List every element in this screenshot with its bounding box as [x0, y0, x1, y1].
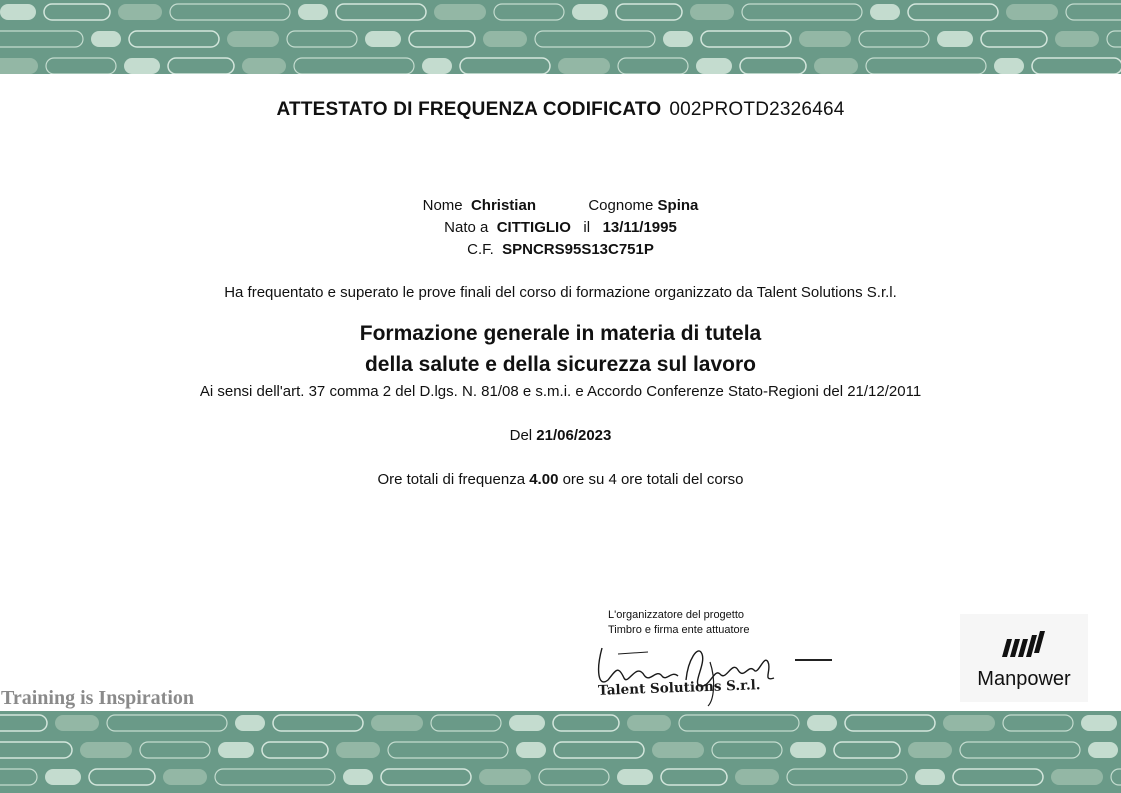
cognome-label: Cognome [588, 197, 654, 214]
pill-pattern [0, 0, 1121, 74]
course-title-line2: della salute e della sicurezza sul lavoro [364, 353, 756, 376]
organizer-line2: Timbro e firma ente attuatore [608, 624, 750, 636]
title-label: ATTESTATO DI FREQUENZA CODIFICATO [276, 99, 662, 120]
birth-place: CITTIGLIO [496, 219, 571, 236]
birth-row [0, 219, 1121, 236]
stamp-company-name: Talent Solutions S.r.l. [597, 677, 761, 699]
birth-date: 13/11/1995 [602, 219, 677, 236]
tagline: Training is Inspiration [1, 687, 195, 709]
bottom-decorative-band [0, 711, 1121, 793]
certificate-code: 002PROTD2326464 [669, 99, 845, 120]
hours-row [0, 471, 1121, 488]
organizer-note [608, 608, 749, 638]
top-decorative-band [0, 0, 1121, 74]
organizer-line1: L'organizzatore del progetto [608, 609, 745, 621]
date-label: Del [509, 427, 533, 444]
course-date [0, 427, 1121, 444]
hours-suffix: ore su 4 ore totali del corso [562, 471, 744, 488]
legal-reference: Ai sensi dell'art. 37 comma 2 del D.lgs. N. 81/08 e s.m.i. e Accordo Conferenze Stato-Regioni del 21/12/2011 [199, 383, 922, 400]
hours-prefix: Ore totali di frequenza [377, 471, 526, 488]
il-label: il [583, 219, 591, 236]
nome-value: Christian [470, 197, 536, 214]
manpower-logo-icon [1000, 629, 1050, 659]
statement-text: Ha frequentato e superato le prove finali del corso di formazione organizzato da Talent Solutions S.r.l. [224, 284, 897, 301]
manpower-logo [960, 614, 1088, 702]
name-row [0, 197, 1121, 214]
date-value: 21/06/2023 [536, 427, 612, 444]
nato-label: Nato a [444, 219, 489, 236]
cf-value: SPNCRS95S13C751P [502, 241, 654, 258]
course-title-line1: Formazione generale in materia di tutela [359, 322, 762, 345]
certificate-title [0, 99, 1121, 121]
manpower-wordmark: Manpower [977, 668, 1071, 690]
signature-line [795, 659, 832, 661]
cf-row [0, 241, 1121, 258]
hours-value: 4.00 [529, 471, 559, 488]
signature-stamp [588, 640, 793, 710]
cf-label: C.F. [467, 241, 494, 258]
pill-pattern [0, 711, 1121, 793]
cognome-value: Spina [657, 197, 699, 214]
handwritten-signature [588, 640, 793, 710]
nome-label: Nome [422, 197, 463, 214]
